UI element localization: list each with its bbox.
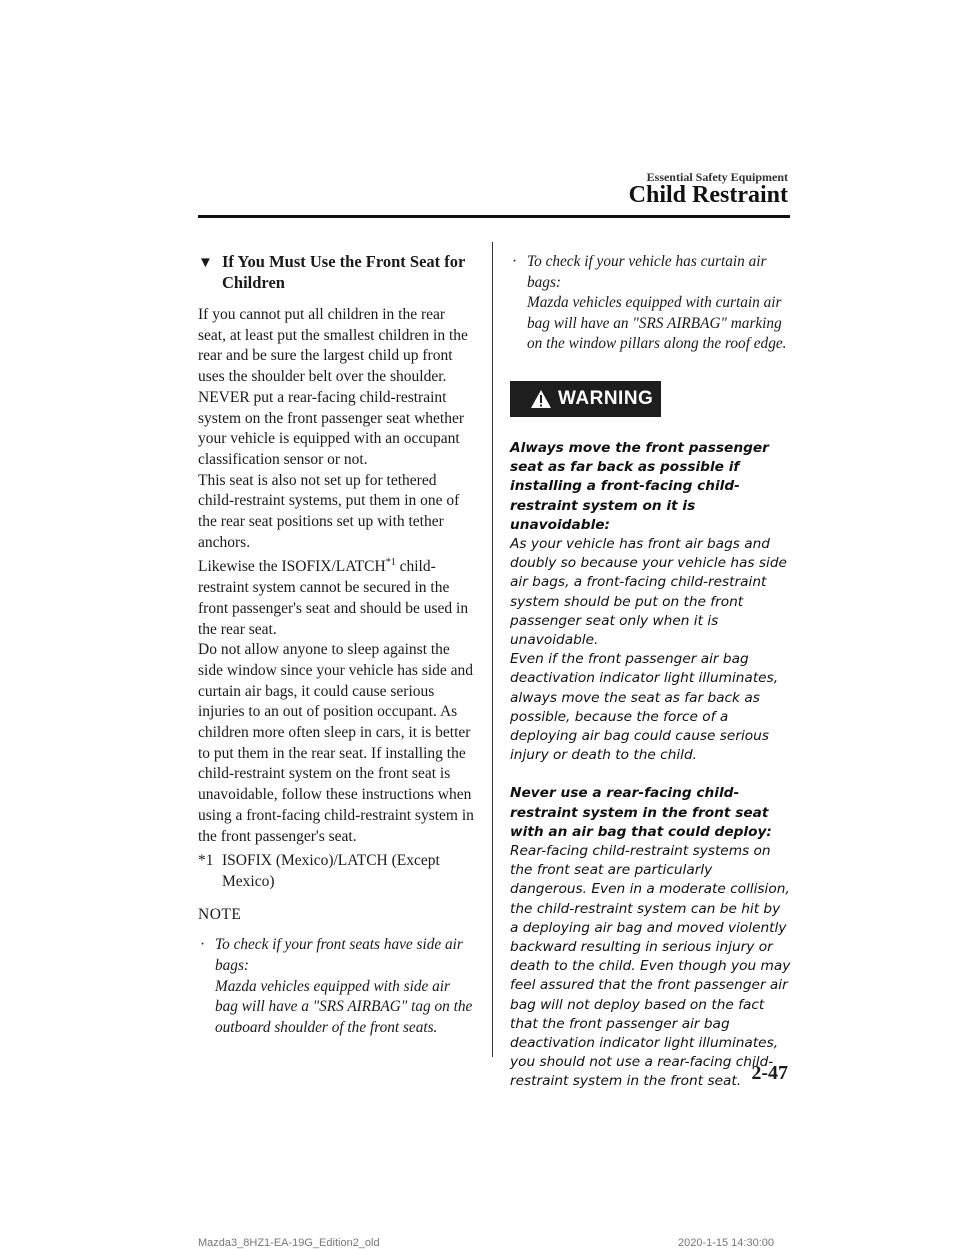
footnote-mark: *1 — [198, 852, 214, 870]
right-column — [510, 252, 792, 1092]
subsection-heading-text: If You Must Use the Front Seat for Children — [222, 252, 466, 292]
warning-heading: Never use a rear-facing child-restraint system in the front seat with an air bag that could deploy: — [510, 785, 772, 840]
footer-file-label: Mazda3_8HZ1-EA-19G_Edition2_old — [198, 1237, 380, 1249]
footnote — [198, 851, 476, 892]
header-rule — [198, 215, 790, 218]
footnote-text: ISOFIX (Mexico)/LATCH (Except Mexico) — [222, 852, 440, 890]
paragraph-text: child-restraint system cannot be secured in the front passenger's seat and should be used in the rear seat. — [198, 558, 469, 638]
bullet-text: To check if your front seats have side air bags: Mazda vehicles equipped with side air bag will have a "SRS AIRBAG" tag on the outboard shoulder of the front seats. — [215, 936, 473, 1036]
warning-body: As your vehicle has front air bags and doubly so because your vehicle has side air bags, a front-facing child-restraint system should be put on the front passenger seat only when it is unavoidable. Even if the front passenger air bag deactivation indicator light illuminates, always move the seat as far back as possible, because the force of a deploying air bag could cause serious injury or death to the child. — [510, 535, 787, 764]
page-number: 2-47 — [751, 1062, 788, 1084]
footer-timestamp: 2020-1-15 14:30:00 — [677, 1237, 774, 1249]
bullet-dot-icon: · — [200, 936, 206, 954]
left-column — [198, 252, 476, 1044]
warning-block — [510, 784, 792, 1091]
bullet-dot-icon: · — [512, 253, 518, 270]
triangle-marker-icon: ▼ — [198, 255, 213, 271]
warning-box — [510, 381, 661, 417]
warning-triangle-icon — [530, 389, 552, 409]
column-divider — [492, 242, 493, 1057]
paragraph-text: Likewise the ISOFIX/LATCH — [198, 558, 386, 576]
warning-body: Rear-facing child-restraint systems on the front seat are particularly dangerous. Even in a moderate collision, the child-restraint system can be hit by a deploying air bag and moved violently backward resulting in serious injury or death to the child. Even though you may feel assured that the front passenger air bag will not deploy based on the fact that the front passenger air bag deactivation indicator light illuminates, you should not use a rear-facing child-restraint system in the front seat. — [510, 843, 791, 1090]
note-bullet — [198, 935, 476, 1038]
header-section: Essential Safety Equipment — [646, 170, 788, 184]
paragraph — [198, 557, 476, 640]
warning-block — [510, 439, 792, 765]
paragraph: Do not allow anyone to sleep against the side window since your vehicle has side and curtain air bags, it could cause serious injuries to an out of position occupant. As children more often sleep in cars, it is better to put them in the rear seat. If installing the child-restraint system on the front seat is unavoidable, follow these instructions when using a front-facing child-restraint system in the front passenger's seat. — [198, 641, 474, 845]
paragraph: This seat is also not set up for tethered child-restraint systems, put them in one of the rear seat positions set up with tether anchors. — [198, 471, 460, 551]
warning-label: WARNING — [558, 387, 654, 409]
warning-heading: Always move the front passenger seat as far back as possible if installing a front-facing child-restraint system on it is unavoidable: — [510, 439, 769, 533]
note-label: NOTE — [198, 905, 242, 923]
footnote-reference: *1 — [385, 557, 396, 569]
paragraph: NEVER put a rear-facing child-restraint system on the front passenger seat whether your vehicle is equipped with an occupant classification sensor or not. — [198, 388, 465, 468]
note-bullet — [510, 252, 792, 355]
bullet-text: To check if your vehicle has curtain air bags: Mazda vehicles equipped with curtain air bag will have an "SRS AIRBAG" marking on the window pillars along the roof edge. — [527, 253, 787, 353]
page-title: Child Restraint — [628, 182, 788, 208]
paragraph: If you cannot put all children in the rear seat, at least put the smallest children in the rear and be sure the largest child up front uses the shoulder belt over the shoulder. — [198, 306, 468, 386]
subsection-heading — [198, 252, 476, 293]
